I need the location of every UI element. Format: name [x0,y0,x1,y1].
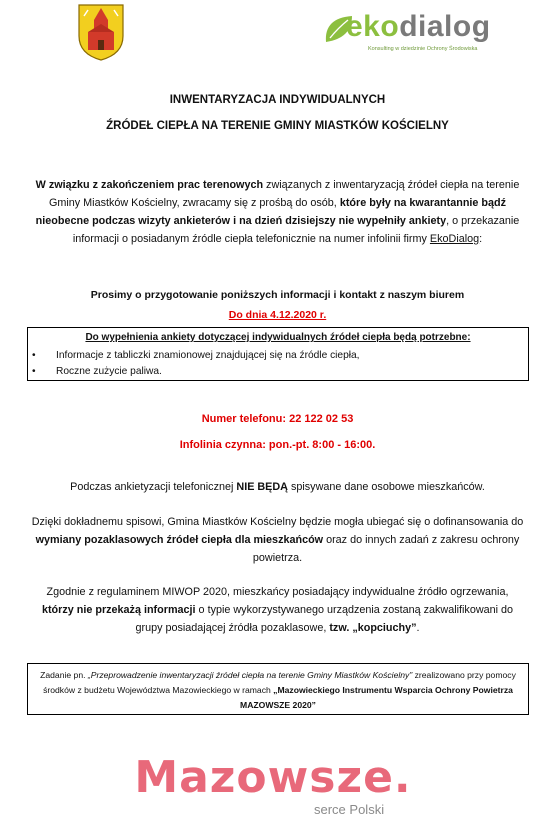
requirements-box [27,327,529,381]
funding-note-box [27,663,529,715]
ekodialog-logo [346,10,491,44]
list-item [32,350,360,361]
bullet-icon: • [32,350,36,361]
zgodnie-text-a: Zgodnie z regulaminem MIWOP 2020, mieszkańcy posiadający indywidualne źródło ogrzewania, [46,586,509,598]
no-personal-data-paragraph [30,478,525,496]
ekodialog-link: EkoDialog [429,233,480,245]
page-title-line1: INWENTARYZACJA INDYWIDUALNYCH [169,94,386,106]
nodata-text-a: Podczas ankietyzacji telefonicznej [70,481,237,493]
note-text-c: zrealizowano przy pomocy środków z budżetu Województwa Mazowieckiego w ramach [43,670,516,695]
church-coat-of-arms-icon [76,2,126,62]
nodata-text-c: spisywane dane osobowe mieszkańców. [287,481,485,493]
mazowsze-logo [108,750,438,800]
ekodialog-tagline: Konsulting w dziedzinie Ochrony Środowiska [368,46,478,52]
dzieki-text-a: Dzięki dokładnemu spisowi, Gmina Miastków Kościelny będzie mogła ubiegać się o dofinansowania do [31,516,524,528]
intro-text-6: : [479,233,483,245]
dzieki-text-c: oraz do innych zadań z zakresu ochrony powietrza. [252,534,520,564]
funding-paragraph [30,513,525,567]
regulation-paragraph [30,583,525,637]
zgodnie-text-e: . [416,622,420,634]
intro-text-4: , o przekazanie informacji o posiadanym źródle ciepła telefonicznie na numer infolinii firmy [72,215,520,245]
dzieki-bold: wymiany pozaklasowych źródeł ciepła dla mieszkańców [35,534,324,546]
page-title-line2: ŹRÓDEŁ CIEPŁA NA TERENIE GMINY MIASTKÓW KOŚCIELNY [106,120,449,132]
list-item-text: Roczne zużycie paliwa. [56,366,162,377]
ekodialog-logo-green: eko [346,10,400,43]
zgodnie-bold-b: którzy nie przekażą informacji [41,604,196,616]
list-item [32,366,162,377]
note-italic: „Przeprowadzenie inwentaryzacji źródeł ciepła na terenie Gminy Miastków Kościelny” [87,670,413,680]
prepare-info-text: Prosimy o przygotowanie poniższych informacji i kontakt z naszym biurem [90,289,465,301]
list-item-text: Informacje z tabliczki znamionowej znajdującej się na źródle ciepła, [56,350,360,361]
hotline-hours: Infolinia czynna: pon.-pt. 8:00 - 16:00. [179,439,376,451]
note-bold: „Mazowieckiego Instrumentu Wsparcia Ochrony Powietrza MAZOWSZE 2020” [240,685,513,710]
note-text-a: Zadanie pn. [40,670,88,680]
mazowsze-logo-text: Mazowsze. [134,752,412,800]
footer-tagline: serce Polski [314,802,385,817]
requirements-title: Do wypełnienia ankiety dotyczącej indywidualnych źródeł ciepła będą potrzebne: [85,332,471,343]
funding-note-text [32,668,524,713]
intro-paragraph [30,176,525,248]
bullet-icon: • [32,366,36,377]
deadline-text: Do dnia 4.12.2020 r. [228,309,327,321]
intro-bold-1: W związku z zakończeniem prac terenowych [35,179,264,191]
nodata-bold: NIE BĘDĄ [236,481,288,493]
intro-bold-3: które były na kwarantannie bądź nieobecne podczas wizyty ankieterów i na dzień dzisiejszy nie wypełniły ankiety [35,197,507,227]
phone-number: Numer telefonu: 22 122 02 53 [201,413,354,425]
zgodnie-bold-d: tzw. „kopciuchy” [329,622,417,634]
zgodnie-text-c: o typie wykorzystywanego urządzenia zostaną zakwalifikowani do grupy posiadającej źródła pozaklasowe, [135,604,514,634]
ekodialog-logo-gray: dialog [399,10,491,43]
intro-text-2: związanych z inwentaryzacją źródeł ciepła na terenie Gminy Miastków Kościelny, zwracamy się z prośbą do osób, [48,179,520,209]
